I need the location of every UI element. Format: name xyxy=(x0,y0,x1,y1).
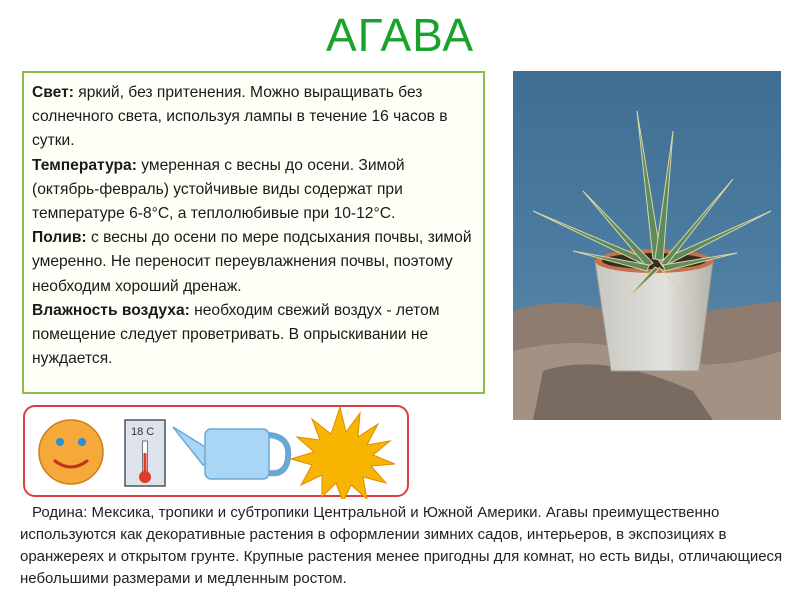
humidity-paragraph xyxy=(32,299,475,372)
watering-can-icon xyxy=(173,427,288,479)
temperature-text: умеренная с весны до осени. Зимой (октябрь-февраль) устойчивые виды содержат при температуре 6-8°С, а теплолюбивые при 10-12°С. xyxy=(32,156,405,223)
care-info-box xyxy=(22,71,485,394)
light-paragraph xyxy=(32,81,475,154)
care-icons-panel xyxy=(23,405,409,497)
page-title: АГАВА xyxy=(325,9,475,61)
care-text xyxy=(32,81,475,371)
temperature-label: Температура: xyxy=(32,156,137,174)
care-icons xyxy=(25,407,411,499)
origin-text: Родина: Мексика, тропики и субтропики Центральной и Южной Америки. Агавы преимущественно используются как декоративные растения в оформлении зимних садов, интерьеров, в экспозициях в оранжереях и открытом грунте. Крупные растения менее пригодны для комнат, но есть виды, отличающиеся небольшими размерами и медленным ростом. xyxy=(20,504,783,587)
humidity-text: необходим свежий воздух - летом помещение следует проветривать. В опрыскивании не нуждается. xyxy=(32,301,440,368)
care-text-overflow xyxy=(30,392,490,402)
watering-text: с весны до осени по мере подсыхания почвы, зимой умеренно. Не переносит переувлажнения почвы, поэтому необходим хороший дренаж. xyxy=(32,229,472,295)
thermometer-icon xyxy=(125,420,165,486)
thermometer-value: 18 С xyxy=(131,426,155,438)
smiley-icon xyxy=(39,420,103,484)
light-text: яркий, без притенения. Можно выращивать без солнечного света, используя лампы в течение 16 часов в сутки. xyxy=(32,84,448,150)
sun-icon xyxy=(291,407,395,499)
temperature-paragraph xyxy=(32,154,475,227)
humidity-label: Влажность воздуха: xyxy=(32,301,190,319)
light-label: Свет: xyxy=(32,84,74,101)
watering-paragraph xyxy=(32,226,475,299)
origin-description xyxy=(20,502,790,600)
agave-photo xyxy=(513,71,781,420)
watering-label: Полив: xyxy=(32,229,87,247)
